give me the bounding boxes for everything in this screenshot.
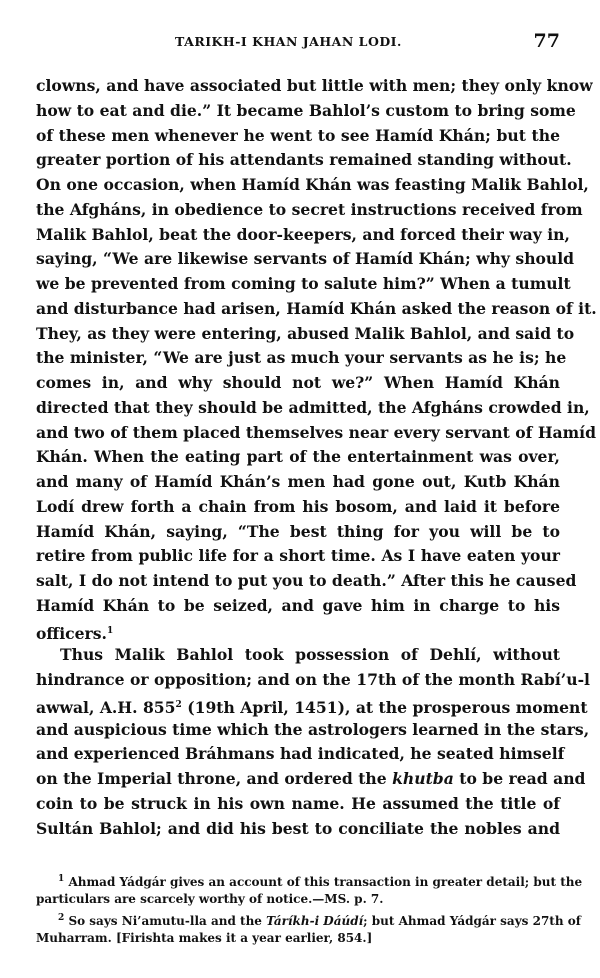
text-fragment: officers. bbox=[36, 623, 107, 643]
text-line: we be prevented from coming to salute him?” When a tumult bbox=[36, 274, 571, 293]
italic-term: khutba bbox=[392, 769, 454, 788]
text-line: clowns, and have associated but little with men; they only know bbox=[36, 76, 593, 95]
footnote-line bbox=[36, 870, 583, 890]
footnotes bbox=[36, 870, 583, 948]
footnote-ref: 2 bbox=[175, 699, 182, 710]
text-line: hindrance or opposition; and on the 17th of the month Rabí’u-l bbox=[36, 670, 590, 689]
footnote-ref: 1 bbox=[106, 625, 114, 636]
text-line: how to eat and die.” It became Bahlol’s custom to bring some bbox=[36, 100, 576, 120]
text-line: of these men whenever he went to see Hamíd Khán; but the bbox=[36, 125, 560, 145]
footnote-marker: 1 bbox=[58, 874, 65, 884]
footnote-line bbox=[36, 909, 581, 929]
italic-title: Táríkh-i Dáúdí bbox=[266, 914, 364, 928]
text-line: the Afgháns, in obedience to secret instructions received from bbox=[36, 199, 583, 219]
text-line bbox=[36, 619, 560, 644]
text-line: Malik Bahlol, beat the door-keepers, and forced their way in, bbox=[36, 224, 570, 244]
text-line: and two of them placed themselves near every servant of Hamíd bbox=[36, 422, 596, 442]
text-line: comes in, and why should not we?” When Hamíd Khán bbox=[36, 373, 560, 392]
footnote-marker: 2 bbox=[58, 913, 65, 923]
footnote-text: So says Ni’amutu-lla and the bbox=[68, 914, 267, 928]
text-line: the minister, “We are just as much your servants as he is; he bbox=[36, 348, 567, 368]
text-line: and many of Hamíd Khán’s men had gone out, Kutb Khán bbox=[36, 472, 560, 491]
text-line: and experienced Bráhmans had indicated, he seated himself bbox=[36, 744, 565, 764]
text-line: retire from public life for a short time. As I have eaten your bbox=[36, 546, 560, 566]
text-line: Lodí drew forth a chain from his bosom, and laid it before bbox=[36, 496, 560, 516]
page-number: 77 bbox=[533, 30, 560, 52]
footnote-text: Ahmad Yádgár gives an account of this transaction in greater detail; but the bbox=[68, 875, 583, 889]
text-line: Hamíd Khán, saying, “The best thing for you will be to bbox=[36, 521, 560, 541]
text-line: coin to be struck in his own name. He assumed the title of bbox=[36, 793, 560, 813]
text-line: Sultán Bahlol; and did his best to conciliate the nobles and bbox=[36, 818, 560, 838]
text-line: On one occasion, when Hamíd Khán was feasting Malik Bahlol, bbox=[36, 175, 589, 194]
text-fragment: (19th April, 1451), at the prosperous moment bbox=[187, 697, 588, 717]
text-line bbox=[36, 767, 586, 792]
text-line: Thus Malik Bahlol took possession of Dehlí, without bbox=[60, 645, 560, 665]
footnote-text: ; but Ahmad Yádgár says 27th of bbox=[363, 914, 581, 928]
text-line: greater portion of his attendants remained standing without. bbox=[36, 150, 572, 170]
text-line: directed that they should be admitted, the Afgháns crowded in, bbox=[36, 397, 590, 417]
footnote-line: particulars are scarcely worthy of notice.—MS. p. 7. bbox=[36, 891, 384, 906]
text-line: Hamíd Khán to be seized, and gave him in charge to his bbox=[36, 595, 560, 615]
text-fragment: on the Imperial throne, and ordered the bbox=[36, 769, 393, 788]
body-text bbox=[36, 74, 597, 841]
footnote-line: Muharram. [Firishta makes it a year earlier, 854.] bbox=[36, 930, 373, 945]
running-head bbox=[0, 30, 600, 54]
text-line: saying, “We are likewise servants of Hamíd Khán; why should bbox=[36, 249, 575, 269]
text-line: and disturbance had arisen, Hamíd Khán asked the reason of it. bbox=[36, 298, 597, 318]
running-head-title: TARIKH-I KHAN JAHAN LODI. bbox=[175, 34, 402, 49]
text-line: They, as they were entering, abused Malik Bahlol, and said to bbox=[36, 323, 575, 343]
text-line: and auspicious time which the astrologers learned in the stars, bbox=[36, 719, 590, 739]
text-line bbox=[36, 693, 588, 718]
text-line: Khán. When the eating part of the entertainment was over, bbox=[36, 447, 560, 467]
text-line: salt, I do not intend to put you to death.” After this he caused bbox=[36, 571, 577, 590]
text-fragment: awwal, A.H. 855 bbox=[36, 697, 176, 717]
text-fragment: to be read and bbox=[453, 769, 586, 788]
